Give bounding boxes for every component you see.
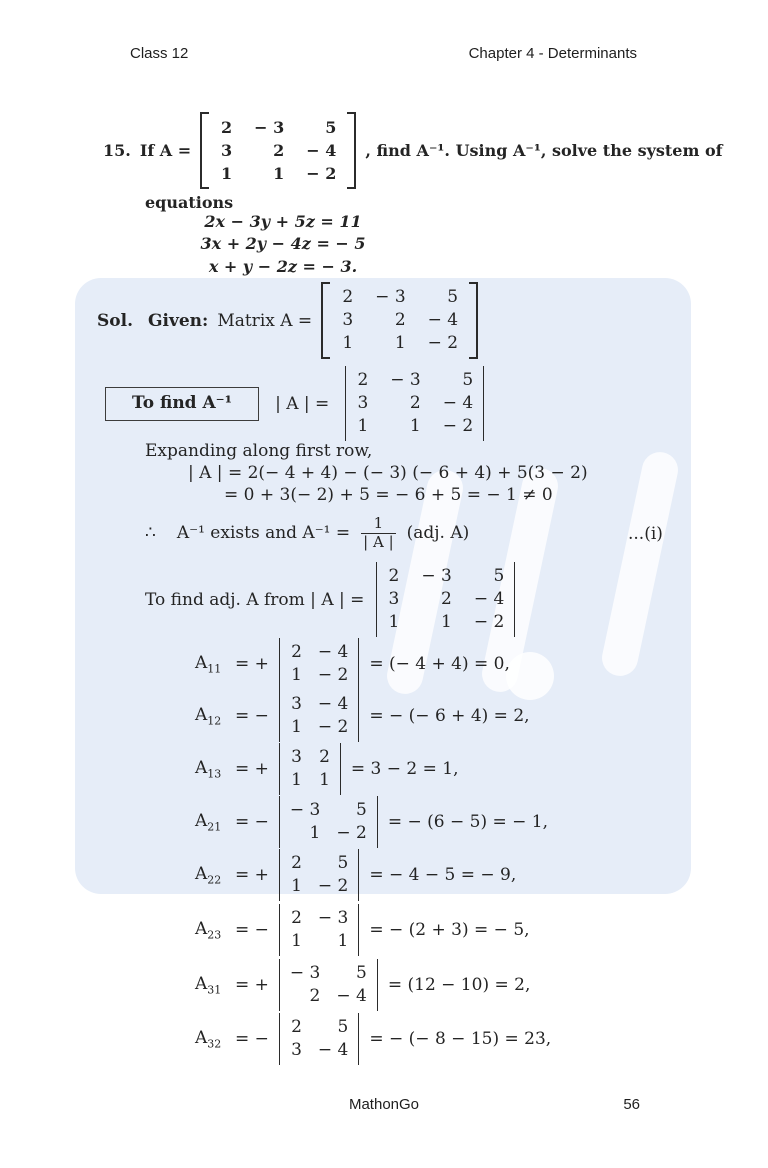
matrix-cell: 2	[273, 141, 285, 160]
cofactor-result: = − (− 6 + 4) = 2,	[369, 706, 530, 726]
therefore-row	[145, 510, 469, 556]
determinant-2x2	[279, 743, 341, 795]
equation-tag: ...(i)	[628, 524, 663, 544]
equation-line: 2x − 3y + 5z = 11	[204, 212, 362, 231]
matrix-cell: − 3	[289, 963, 321, 983]
matrix-cell: 5	[337, 1017, 349, 1037]
fraction-denominator: | A |	[363, 532, 394, 551]
cofactor-label: $A_{21}$	[195, 810, 222, 834]
adj-lead-text: To find adj. A from | A | =	[145, 589, 365, 610]
cofactor-sign: = +	[235, 759, 269, 779]
expand-line2: = 0 + 3(− 2) + 5 = − 6 + 5 = − 1 ≠ 0	[224, 485, 553, 505]
cofactor-sign: = −	[235, 706, 269, 726]
matrix-cell: − 4	[473, 589, 505, 609]
matrix-bracket-left	[321, 282, 330, 359]
matrix-cell: 5	[337, 853, 349, 873]
cofactor-row	[195, 1013, 551, 1065]
matrix-cell: 5	[493, 566, 505, 586]
matrix-cell: − 3	[254, 118, 285, 137]
cofactor-sign: = +	[235, 975, 269, 995]
matrix-cell: − 4	[306, 141, 337, 160]
matrix-cell: 1	[273, 164, 285, 183]
matrix-cell: 5	[356, 963, 367, 983]
cofactor-label: $A_{31}$	[195, 973, 222, 997]
matrix-cell: − 3	[289, 800, 321, 820]
matrix-bracket-left	[200, 112, 209, 189]
matrix-cell: 2	[291, 853, 302, 873]
matrix-cell: 2	[441, 589, 452, 609]
matrix-cell: − 3	[375, 287, 406, 307]
matrix-cell: 2	[309, 986, 321, 1006]
adjA-text: (adj. A)	[406, 523, 470, 543]
matrix-cell: − 4	[427, 310, 459, 330]
matrix-cell: − 2	[336, 823, 367, 843]
matrix-cell: 2	[291, 642, 302, 662]
matrix-cell: 1	[441, 612, 452, 632]
determinant-2x2	[279, 796, 378, 848]
matrix-grid	[211, 112, 345, 189]
matrix-cell: 3	[357, 393, 369, 413]
matrix-cell: − 3	[421, 566, 452, 586]
adj-row	[145, 562, 515, 637]
cofactor-label: $A_{11}$	[195, 652, 222, 676]
cofactor-sign: = +	[235, 865, 269, 885]
question-outro: , find A⁻¹. Using A⁻¹, solve the system of	[365, 141, 723, 160]
matrix-cell: 2	[409, 393, 421, 413]
cofactor-result: = − (6 − 5) = − 1,	[387, 812, 549, 832]
cofactor-label: $A_{32}$	[195, 1027, 222, 1051]
cofactor-result: = − (2 + 3) = − 5,	[369, 920, 530, 940]
matrix-cell: 3	[291, 694, 302, 714]
therefore-symbol: ∴	[145, 523, 156, 543]
cofactor-row	[195, 959, 530, 1011]
matrix-grid	[332, 282, 467, 359]
fraction-numerator: 1	[373, 514, 384, 533]
matrix-bracket-right	[347, 112, 356, 189]
matrix-3x3	[321, 282, 478, 359]
question-row	[103, 112, 723, 189]
cofactor-row	[195, 690, 530, 742]
matrix-cell: − 2	[427, 333, 459, 353]
system-of-equations	[168, 211, 398, 278]
cofactor-label: $A_{23}$	[195, 918, 222, 942]
expand-line1: | A | = 2(− 4 + 4) − (− 3) (− 6 + 4) + 5(3 − 2)	[188, 463, 588, 483]
matrix-cell: 1	[409, 416, 421, 436]
tofind-row	[105, 366, 484, 441]
matrix-cell: 2	[388, 566, 400, 586]
matrix-bracket-right	[469, 282, 478, 359]
matrix-cell: 3	[291, 747, 302, 767]
determinant-2x2	[279, 849, 359, 901]
matrix-cell: − 2	[306, 164, 337, 183]
matrix-cell: − 2	[317, 717, 349, 737]
cofactor-sign: = −	[235, 812, 269, 832]
matrix-cell: 1	[319, 770, 330, 790]
cofactor-result: = (− 4 + 4) = 0,	[369, 654, 510, 674]
matrix-cell: 1	[388, 612, 400, 632]
matrix-cell: 3	[388, 589, 400, 609]
matrix-cell: 5	[325, 118, 337, 137]
matrix-cell: 2	[291, 1017, 302, 1037]
matrix-cell: 1	[337, 931, 349, 951]
cofactor-result: = − (− 8 − 15) = 23,	[369, 1029, 552, 1049]
header-chapter-label: Chapter 4 - Determinants	[468, 45, 637, 62]
fraction-1-over-detA	[361, 515, 395, 551]
cofactor-sign: = +	[235, 654, 269, 674]
solution-given-row	[97, 282, 478, 359]
matrix-cell: 1	[342, 333, 354, 353]
determinant-3x3	[345, 366, 484, 441]
matrix-cell: − 4	[442, 393, 474, 413]
given-text: Matrix A =	[217, 310, 313, 331]
question-intro: If A =	[139, 141, 192, 160]
matrix-cell: 2	[221, 118, 233, 137]
sol-label: Sol.	[97, 310, 133, 331]
cofactor-result: = − 4 − 5 = − 9,	[369, 865, 517, 885]
matrix-cell: − 4	[336, 986, 367, 1006]
footer-brand: MathonGo	[348, 1096, 420, 1113]
determinant-2x2	[279, 904, 359, 956]
cofactor-sign: = −	[235, 1029, 269, 1049]
determinant-2x2	[279, 1013, 359, 1065]
matrix-cell: − 2	[317, 876, 349, 896]
tofind-box: To find A⁻¹	[105, 387, 259, 421]
equation-line: 3x + 2y − 4z = − 5	[200, 234, 366, 254]
matrix-3x3	[200, 112, 356, 189]
matrix-cell: 5	[447, 287, 459, 307]
matrix-cell: − 4	[317, 694, 349, 714]
matrix-cell: 5	[356, 800, 367, 820]
question-number: 15.	[103, 141, 131, 160]
matrix-cell: 3	[221, 141, 233, 160]
matrix-cell: 1	[357, 416, 369, 436]
cofactor-row	[195, 796, 548, 848]
detA-lhs: | A | =	[275, 393, 330, 414]
matrix-cell: 1	[291, 931, 302, 951]
matrix-cell: 1	[394, 333, 406, 353]
matrix-cell: 1	[291, 717, 302, 737]
matrix-cell: − 4	[317, 642, 349, 662]
matrix-cell: 2	[319, 747, 330, 767]
cofactor-result: = (12 − 10) = 2,	[387, 975, 531, 995]
footer-page-number: 56	[623, 1096, 640, 1113]
matrix-cell: − 4	[317, 1040, 349, 1060]
matrix-cell: 1	[291, 665, 302, 685]
cofactor-label: $A_{22}$	[195, 863, 222, 887]
equations-label: equations	[145, 193, 234, 212]
cofactor-result: = 3 − 2 = 1,	[350, 759, 459, 779]
matrix-cell: 1	[291, 876, 302, 896]
matrix-cell: 2	[342, 287, 354, 307]
determinant-2x2	[279, 690, 359, 742]
matrix-cell: 2	[394, 310, 406, 330]
cofactor-label: $A_{12}$	[195, 704, 222, 728]
given-label: Given:	[148, 310, 209, 331]
therefore-text: A⁻¹ exists and A⁻¹ =	[176, 523, 351, 543]
matrix-cell: − 3	[390, 370, 421, 390]
matrix-cell: 2	[291, 908, 302, 928]
determinant-3x3	[376, 562, 515, 637]
cofactor-label: $A_{13}$	[195, 757, 222, 781]
cofactor-row	[195, 904, 530, 956]
matrix-cell: 2	[357, 370, 369, 390]
cofactor-sign: = −	[235, 920, 269, 940]
cofactor-row	[195, 849, 516, 901]
matrix-cell: − 3	[317, 908, 349, 928]
matrix-cell: 1	[221, 164, 233, 183]
matrix-cell: − 2	[473, 612, 505, 632]
determinant-2x2	[279, 959, 378, 1011]
matrix-cell: 5	[462, 370, 474, 390]
matrix-cell: 1	[291, 770, 302, 790]
determinant-2x2	[279, 638, 359, 690]
equation-line: x + y − 2z = − 3.	[208, 256, 358, 276]
cofactor-row	[195, 743, 459, 795]
matrix-cell: − 2	[317, 665, 349, 685]
matrix-cell: − 2	[442, 416, 474, 436]
matrix-cell: 3	[291, 1040, 302, 1060]
cofactor-row	[195, 638, 510, 690]
expand-label: Expanding along first row,	[145, 441, 373, 461]
header-class-label: Class 12	[130, 45, 189, 62]
matrix-cell: 1	[309, 823, 321, 843]
watermark-stroke	[599, 449, 682, 680]
matrix-cell: 3	[342, 310, 354, 330]
